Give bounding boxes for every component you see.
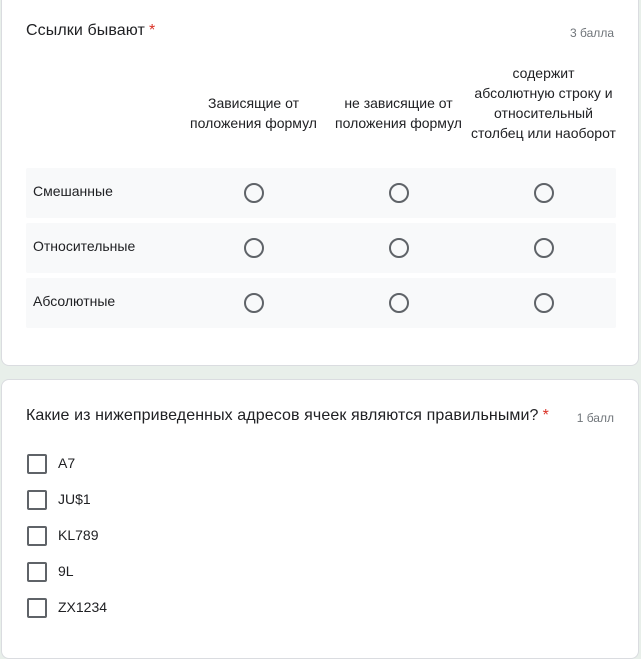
question-title-text: Ссылки бывают (26, 22, 145, 39)
radio-absolute-dependent[interactable] (244, 293, 264, 313)
option-kl789[interactable] (26, 524, 326, 548)
radio-relative-independent[interactable] (389, 238, 409, 258)
row-label-mixed: Смешанные (33, 183, 113, 199)
option-label-zx1234: ZX1234 (58, 599, 108, 615)
option-zx1234[interactable] (26, 596, 326, 620)
question-title-text: Какие из нижеприведенных адресов ячеек являются правильными? (26, 407, 539, 424)
question-points: 1 балл (576, 411, 614, 425)
checkbox-ju1[interactable] (27, 490, 47, 510)
question-title (26, 407, 549, 425)
radio-absolute-independent[interactable] (389, 293, 409, 313)
grid-row-relative (26, 223, 616, 273)
radio-absolute-combined[interactable] (534, 293, 554, 313)
checkbox-zx1234[interactable] (27, 598, 47, 618)
column-header-dependent: Зависящие от положения формул (190, 95, 317, 131)
question-card-references (1, 0, 639, 366)
grid-row-mixed (26, 168, 616, 218)
option-label-9l: 9L (58, 563, 74, 579)
option-a7[interactable] (26, 452, 326, 476)
row-label-absolute: Абсолютные (33, 293, 116, 309)
option-label-a7: A7 (58, 455, 76, 471)
radio-mixed-combined[interactable] (534, 183, 554, 203)
radio-mixed-independent[interactable] (389, 183, 409, 203)
required-asterisk: * (148, 22, 156, 39)
radio-relative-combined[interactable] (534, 238, 554, 258)
column-header-independent: не зависящие от положения формул (335, 95, 462, 131)
option-ju1[interactable] (26, 488, 326, 512)
radio-mixed-dependent[interactable] (244, 183, 264, 203)
question-points: 3 балла (570, 26, 614, 40)
checkbox-a7[interactable] (27, 454, 47, 474)
checkbox-kl789[interactable] (27, 526, 47, 546)
checkbox-9l[interactable] (27, 562, 47, 582)
option-label-kl789: KL789 (58, 527, 99, 543)
option-label-ju1: JU$1 (58, 491, 91, 507)
question-title (26, 22, 155, 40)
option-9l[interactable] (26, 560, 326, 584)
grid-row-absolute (26, 278, 616, 328)
row-label-relative: Относительные (33, 238, 136, 254)
radio-relative-dependent[interactable] (244, 238, 264, 258)
required-asterisk: * (542, 407, 549, 424)
column-header-mixed-desc: содержит абсолютную строку и относительный столбец или наоборот (471, 65, 616, 141)
question-card-cell-addresses (1, 379, 639, 659)
